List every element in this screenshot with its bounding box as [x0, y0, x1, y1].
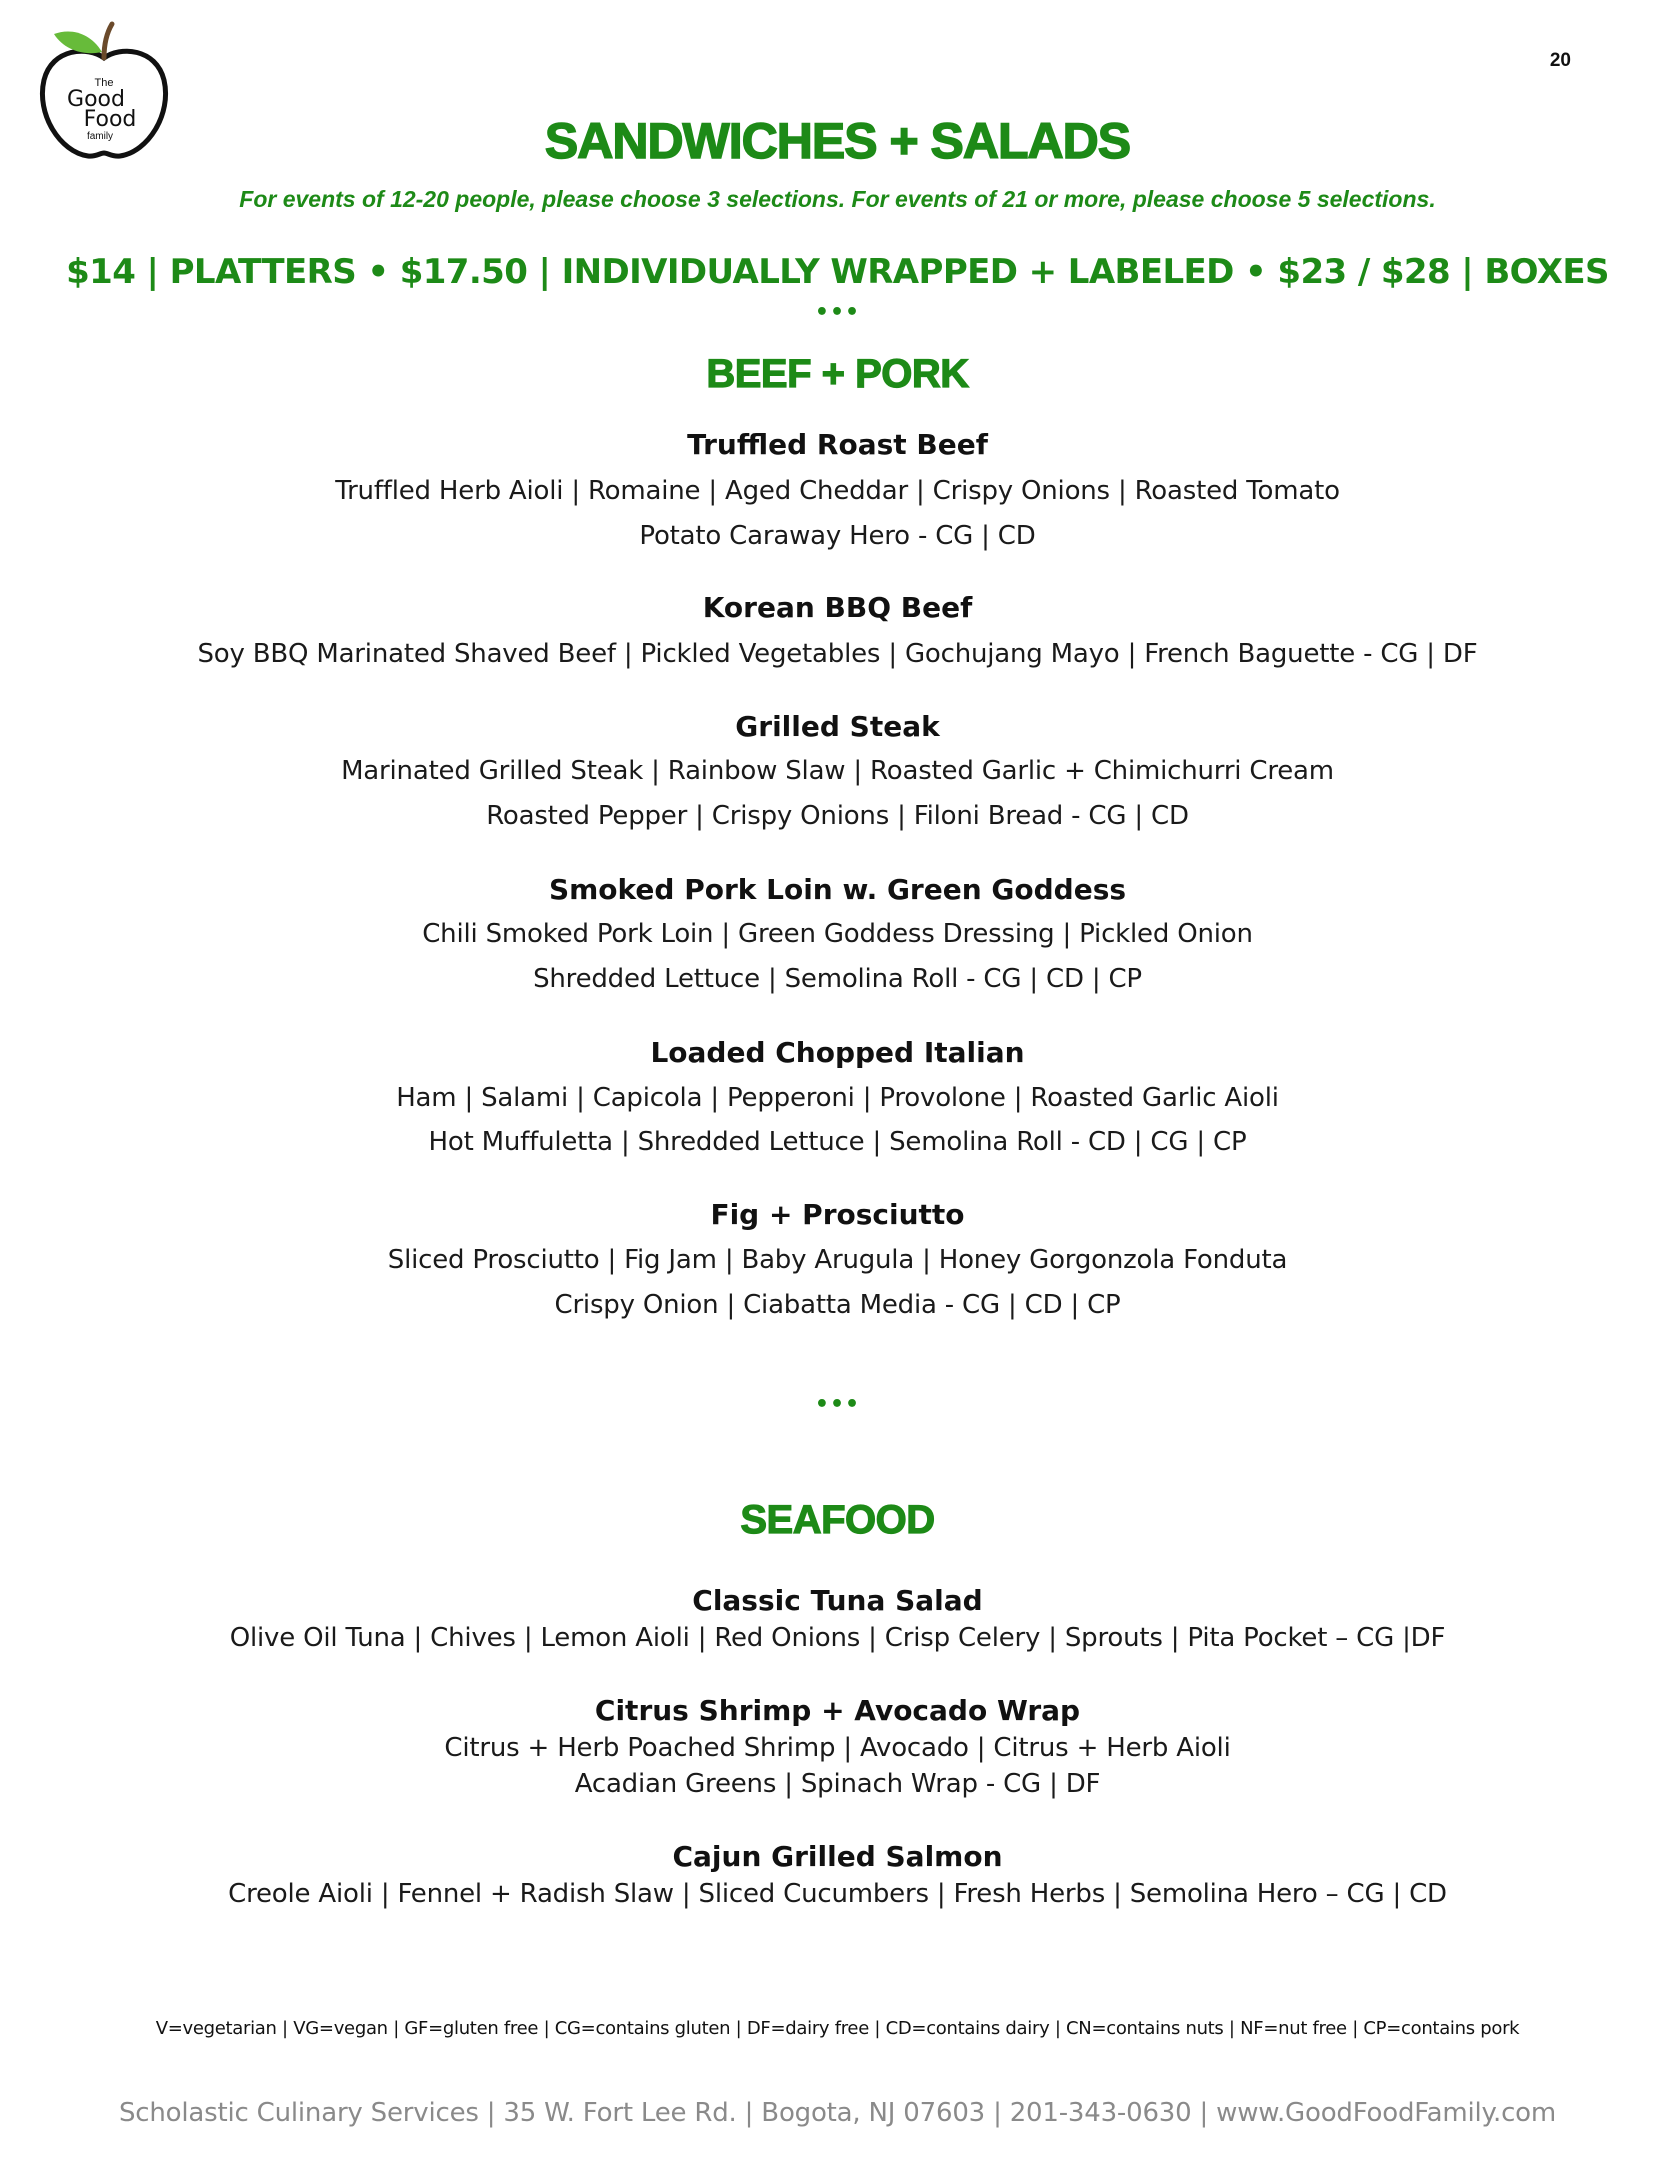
logo-text-food: Food [83, 107, 137, 132]
selection-instructions: For events of 12-20 people, please choose 3 selections. For events of 21 or more, please choose 5 selections. [239, 186, 1436, 212]
menu-item-name: Classic Tuna Salad [692, 1584, 983, 1617]
separator-dots: ••• [814, 300, 861, 325]
page-number: 20 [1549, 50, 1571, 71]
menu-item-description: Roasted Pepper | Crispy Onions | Filoni Bread - CG | CD [486, 801, 1189, 831]
menu-item-description: Creole Aioli | Fennel + Radish Slaw | Sliced Cucumbers | Fresh Herbs | Semolina Hero – CG | CD [228, 1879, 1447, 1909]
page-title: SANDWICHES + SALADS [544, 113, 1131, 169]
menu-item-description: Soy BBQ Marinated Shaved Beef | Pickled Vegetables | Gochujang Mayo | French Baguette - CG | DF [197, 639, 1478, 669]
menu-item-name: Cajun Grilled Salmon [672, 1840, 1003, 1873]
menu-item-name: Truffled Roast Beef [687, 428, 988, 461]
menu-item-name: Citrus Shrimp + Avocado Wrap [594, 1694, 1081, 1727]
menu-item-name: Smoked Pork Loin w. Green Goddess [548, 873, 1127, 906]
menu-item-description: Crispy Onion | Ciabatta Media - CG | CD | CP [554, 1290, 1121, 1320]
logo-text-good: Good [67, 87, 125, 112]
menu-item-description: Acadian Greens | Spinach Wrap - CG | DF [574, 1769, 1101, 1799]
menu-item-description: Ham | Salami | Capicola | Pepperoni | Provolone | Roasted Garlic Aioli [396, 1083, 1279, 1113]
menu-item-description: Sliced Prosciutto | Fig Jam | Baby Arugula | Honey Gorgonzola Fonduta [387, 1245, 1288, 1275]
menu-item-description: Olive Oil Tuna | Chives | Lemon Aioli | Red Onions | Crisp Celery | Sprouts | Pita Pocket – CG |DF [229, 1623, 1446, 1653]
section-title-seafood: SEAFOOD [740, 1498, 935, 1542]
menu-item-description: Shredded Lettuce | Semolina Roll - CG | CD | CP [533, 964, 1142, 994]
menu-item-name: Korean BBQ Beef [702, 591, 973, 624]
menu-item-description: Potato Caraway Hero - CG | CD [639, 521, 1036, 551]
pricing-line: $14 | PLATTERS • $17.50 | INDIVIDUALLY WRAPPED + LABELED • $23 / $28 | BOXES [66, 252, 1609, 292]
logo-text-the: The [94, 77, 114, 89]
menu-item-description: Hot Muffuletta | Shredded Lettuce | Semolina Roll - CD | CG | CP [428, 1127, 1247, 1157]
menu-item-name: Loaded Chopped Italian [650, 1036, 1025, 1069]
menu-item-name: Grilled Steak [735, 710, 940, 743]
menu-item-name: Fig + Prosciutto [710, 1198, 965, 1231]
menu-item-description: Marinated Grilled Steak | Rainbow Slaw | Roasted Garlic + Chimichurri Cream [341, 756, 1334, 786]
logo-text-family: family [86, 131, 114, 142]
separator-dots: ••• [814, 1392, 861, 1417]
dietary-legend: V=vegetarian | VG=vegan | GF=gluten free | CG=contains gluten | DF=dairy free | CD=contains dairy | CN=contains nuts | NF=nut free | CP=contains pork [155, 2018, 1520, 2039]
menu-item-description: Truffled Herb Aioli | Romaine | Aged Cheddar | Crispy Onions | Roasted Tomato [335, 476, 1340, 506]
section-title-beef-pork: BEEF + PORK [706, 352, 969, 396]
company-footer: Scholastic Culinary Services | 35 W. Fort Lee Rd. | Bogota, NJ 07603 | 201-343-0630 | www.GoodFoodFamily.com [118, 2098, 1556, 2128]
menu-item-description: Chili Smoked Pork Loin | Green Goddess Dressing | Pickled Onion [422, 919, 1253, 949]
menu-item-description: Citrus + Herb Poached Shrimp | Avocado | Citrus + Herb Aioli [444, 1733, 1231, 1763]
